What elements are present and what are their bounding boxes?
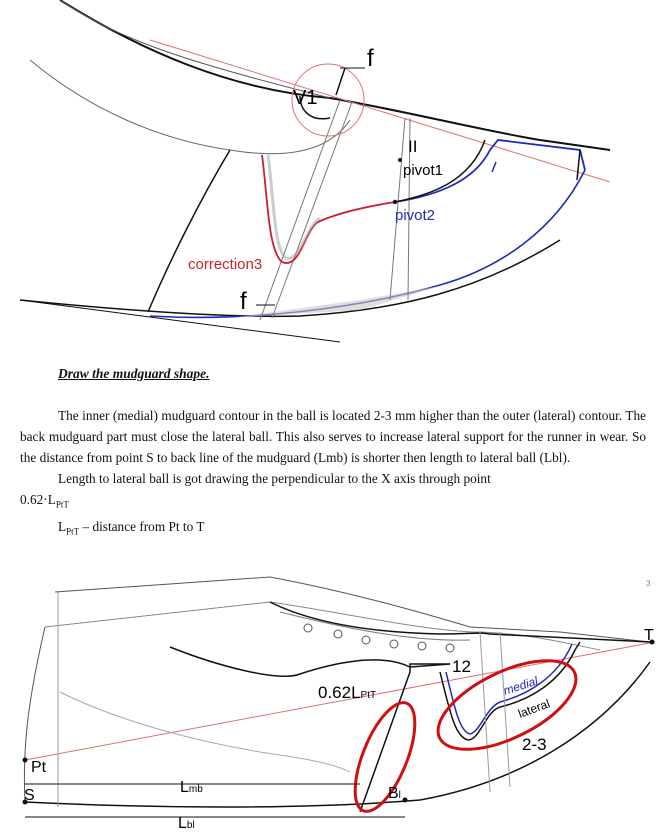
page-mark: 3	[646, 579, 651, 588]
eyelet-3	[362, 636, 370, 644]
label-s: S	[24, 787, 35, 804]
label-correction3: correction3	[188, 256, 263, 273]
label-f-top: f	[367, 45, 374, 72]
mudguard-line	[360, 664, 450, 812]
last-top-contour	[60, 0, 610, 150]
construction-line-1	[260, 100, 340, 320]
label-pivot2: pivot2	[395, 207, 436, 224]
last-top-outline	[55, 577, 650, 642]
eyelet-5	[418, 642, 426, 650]
formula-line: $0.62\cdot L_{PtT}$	[20, 492, 69, 510]
label-v1: V1	[293, 87, 318, 109]
blue-arrow	[492, 162, 496, 172]
label-pivot1: pivot1	[403, 162, 444, 179]
pivot2-point	[393, 200, 397, 204]
eyelet-2	[334, 630, 342, 638]
label-t: T	[644, 627, 654, 644]
label-lbl: Lbl	[178, 815, 195, 832]
correction-hatch	[268, 155, 320, 258]
heel-back-curve	[148, 150, 230, 312]
sole-inner	[60, 692, 350, 772]
label-medial: medial	[501, 673, 540, 698]
guide-line-3	[500, 632, 510, 787]
paragraph-1: The inner (medial) mudguard contour in the ball is located 2-3 mm higher than the outer (lateral) contour. The back mudguard part must close the lateral ball. This also serves to increase lateral support for the runner in wear. So the distance from point S to back line of the mudguard (Lmb) is shorter then length to lateral ball (Lbl).	[20, 408, 646, 465]
sole-blue	[150, 170, 585, 317]
definition-line: $L_{PtT}$ – distance from Pt to T	[58, 518, 205, 537]
eyelet-1	[304, 624, 312, 632]
eyelet-4	[390, 640, 398, 648]
collar-curve	[170, 647, 410, 676]
label-12: 12	[452, 657, 471, 676]
red-axis-line	[150, 40, 610, 182]
label-bl: Bl	[388, 785, 401, 802]
quarter-outline	[45, 602, 600, 650]
sole-bottom-line	[20, 300, 340, 342]
label-pt: Pt	[31, 759, 47, 776]
mudguard-correction-drawing	[0, 0, 666, 350]
paragraph-2: Length to lateral ball is got drawing the perpendicular to the X axis through point	[58, 471, 491, 486]
body-text	[20, 405, 646, 542]
label-f-bottom: f	[240, 288, 247, 315]
correction-red-curve	[262, 155, 395, 263]
label-ii: II	[408, 137, 418, 156]
mudguard-shape-drawing	[0, 572, 666, 832]
label-lmb: Lmb	[180, 779, 203, 796]
label-2-3: 2-3	[522, 735, 547, 754]
sole-line	[20, 240, 560, 316]
label-lateral: lateral	[516, 696, 552, 721]
label-ratio: 0.62LPtT	[318, 683, 377, 702]
pivot1-point	[398, 158, 402, 162]
section-heading: Draw the mudguard shape.	[58, 366, 210, 381]
point-pt	[23, 758, 28, 763]
f-top-arrow	[336, 68, 345, 95]
point-bl	[403, 798, 408, 803]
ii-arrow	[577, 150, 580, 180]
eyelet-6	[446, 644, 454, 652]
